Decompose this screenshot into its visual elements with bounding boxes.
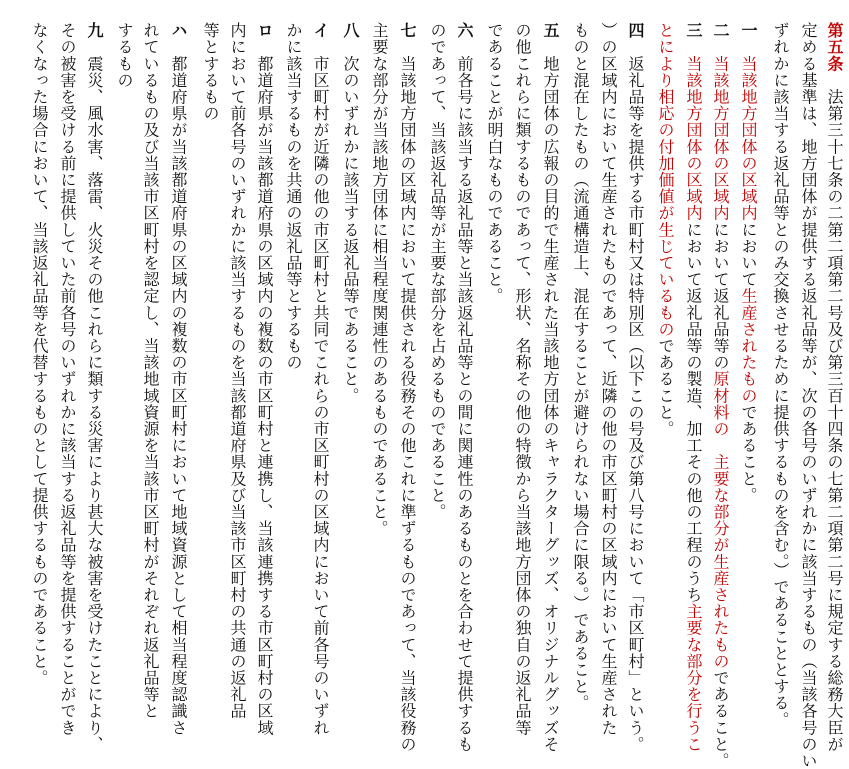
text-column <box>486 22 502 304</box>
text-run: 地方団体の広報の目的で生産された当該地方団体のキャラクターグッズ、オリジナルグッズそ <box>541 55 560 753</box>
text-run: 前各号に該当する返礼品等と当該返礼品等との間に関連性のあるものとを合わせて提供するも <box>455 55 474 753</box>
text-run: において返礼品等の製造、加工その他の工程のうち <box>684 221 703 604</box>
text-run: 市区町村が近隣の他の市区町村と共同でこれらの市区町村の区域内において前各号のいずれ <box>311 55 330 736</box>
text-run: であること。 <box>711 669 730 769</box>
text-column <box>285 22 301 371</box>
text-run: ものと混在したもの（流通構造上、混在することが避けられない場合に限る。）であること。 <box>571 22 590 712</box>
text-run: 当該地方団体の区域内において提供される役務その他これに準ずるものであって、当該役務の <box>398 55 417 753</box>
text-column <box>600 22 616 736</box>
text-run: 三 <box>684 22 703 56</box>
text-column <box>685 22 701 752</box>
text-run: れているもの及び当該市区町村を認定し、当該地域資源を当該市区町村がそれぞれ返礼品等と <box>141 22 160 720</box>
text-column <box>312 22 328 736</box>
text-run: 生産されたもの <box>739 287 758 404</box>
text-column <box>429 22 445 520</box>
text-run: において <box>739 221 758 288</box>
text-column <box>826 22 842 752</box>
text-run: 返礼品等を提供する市町村又は特別区（以下この号及び第八号において「市区町村」という。 <box>626 55 645 753</box>
text-run: とにより相応の付加価値が生じているもの <box>656 22 675 338</box>
text-run: の他これらに類するものであって、形状、名称その他の特徴から当該地方団体の独自の返礼品等 <box>513 22 532 736</box>
text-column <box>712 22 728 769</box>
text-run: であること。 <box>739 403 758 504</box>
text-run: ずれかに該当する返礼品等とのみ交換させるために提供するものを含む。）であることとする。 <box>771 22 790 728</box>
text-column <box>772 22 788 728</box>
text-column <box>86 22 102 752</box>
text-run: ロ <box>255 22 274 56</box>
text-run: であること。 <box>656 337 675 438</box>
text-run: 七 <box>398 22 417 56</box>
text-column <box>142 22 158 719</box>
text-run: 都道府県が当該都道府県の区域内の複数の市区町村と連携し、当該連携する市区町村の区域 <box>255 55 274 736</box>
text-run: その被害を受ける前に提供していた前各号のいずれかに該当する返礼品等を提供することができ <box>58 22 77 736</box>
text-column <box>202 22 218 122</box>
text-column <box>542 22 558 752</box>
text-run: 六 <box>455 22 474 56</box>
text-run: 次のいずれかに該当する返礼品等であること。 <box>341 55 360 404</box>
text-run: 当該地方団体の区域内 <box>739 55 758 222</box>
text-column <box>800 22 816 769</box>
text-column <box>170 22 186 736</box>
text-run: 当該地方団体の区域内 <box>684 55 703 222</box>
text-run: 内において前各号のいずれかに該当するものを当該都道府県及び当該市区町村の共通の返礼品 <box>228 22 247 720</box>
text-run: ハ <box>169 22 188 56</box>
text-column <box>371 22 387 537</box>
text-column <box>31 22 47 686</box>
text-run: 五 <box>541 22 560 56</box>
text-column <box>657 22 673 437</box>
text-column <box>740 22 756 503</box>
text-run: 九 <box>85 22 104 56</box>
text-run: 主要な部分を行うこ <box>684 603 703 753</box>
text-column <box>256 22 272 736</box>
text-run: 八 <box>341 22 360 56</box>
text-run: かに該当するものを共通の返礼品等とするもの <box>284 22 303 371</box>
text-run: 四 <box>626 22 645 56</box>
text-column <box>572 22 588 711</box>
text-column <box>514 22 530 736</box>
text-run: ）の区域内において生産されたものであって、近隣の他の市区町村の区域内において生産された <box>599 22 618 736</box>
text-run: 震災、風水害、落雷、火災その他これらに類する災害により甚大な被害を受けたことにより、 <box>85 55 104 753</box>
text-column <box>399 22 415 752</box>
text-column <box>116 22 132 88</box>
text-run: イ <box>311 22 330 56</box>
text-run: 二 <box>711 22 730 56</box>
text-run: において返礼品等の <box>711 221 730 371</box>
text-column <box>627 22 643 752</box>
text-run: 都道府県が当該都道府県の区域内の複数の市区町村において地域資源として相当程度認識さ <box>169 55 188 736</box>
text-run: 定める基準は、地方団体が提供する返礼品等が、次の各号のいずれかに該当するもの（当該各号のい <box>799 22 818 769</box>
text-run: 等とするもの <box>201 22 220 122</box>
text-run: 主要な部分が当該地方団体に相当程度関連性のあるものであること。 <box>370 22 389 537</box>
text-column <box>342 22 358 404</box>
text-column <box>59 22 75 736</box>
text-run: 第五条 <box>825 22 844 72</box>
text-run: のであって、当該返礼品等が主要な部分を占めるものであること。 <box>428 22 447 520</box>
text-run: なくなった場合において、当該返礼品等を代替するものとして提供するものであること。 <box>30 22 49 686</box>
text-column <box>229 22 245 719</box>
text-run: 当該地方団体の区域内 <box>711 55 730 222</box>
text-run: するもの <box>115 22 134 89</box>
text-run: 一 <box>739 22 758 56</box>
text-run: であることが明白なものであること。 <box>485 22 504 305</box>
text-run: 原材料の 主要な部分が生産されたもの <box>711 370 730 670</box>
text-run: 法第三十七条の二第二項第二号及び第三百十四条の七第二項第二号に規定する総務大臣が <box>825 71 844 753</box>
text-column <box>456 22 472 752</box>
